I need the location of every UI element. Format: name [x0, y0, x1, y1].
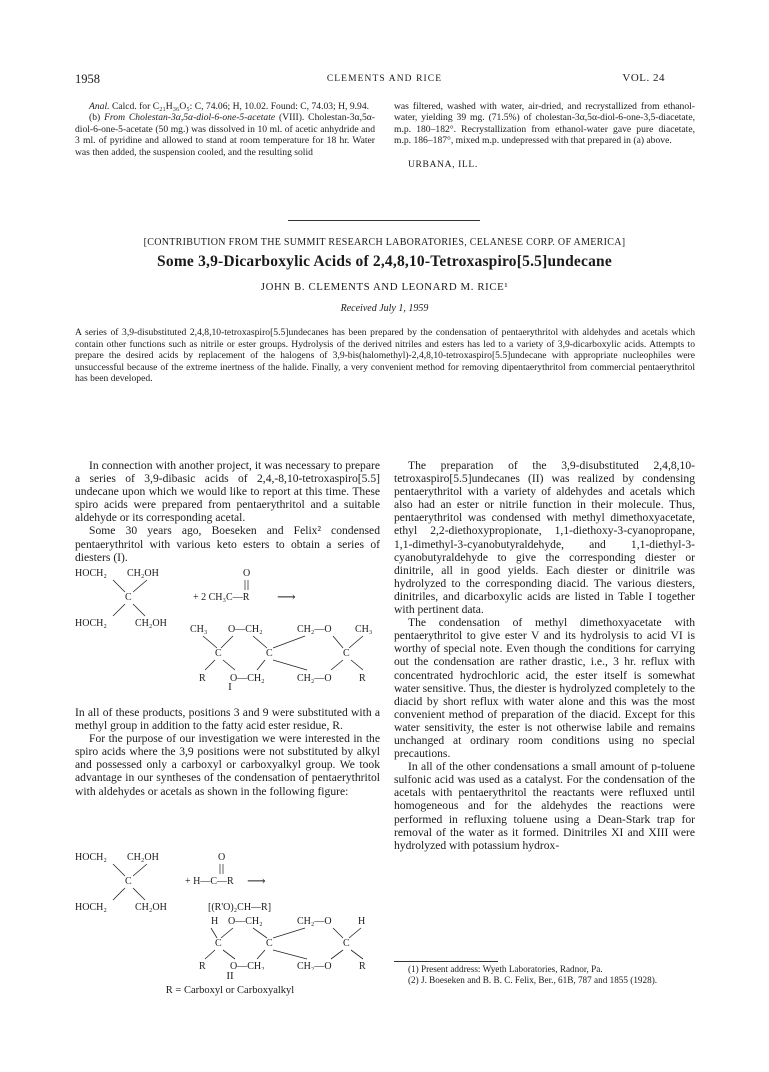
reaction-arrow: ⟶ [247, 873, 266, 888]
central-carbon: C [125, 592, 132, 603]
reactant-hoch2-bottom: HOCH₂ [75, 618, 107, 629]
paragraph: Some 30 years ago, Boeseken and Felix² condensed pentaerythritol with various keto esters to obtain a series of diesters (I). [75, 524, 380, 564]
keto-ester-reagent: + 2 CH₃C—R [193, 592, 250, 603]
paragraph: In all of the other condensations a small amount of p-toluene sulfonic acid was used as a catalyst. For the condensation of the acetals with pentaerythritol the reactants were refluxed until homogeneous and for the aldehydes the reactions were performed in refluxing toluene using a Dean-Stark trap for removal of the water as it formed. Dinitriles XI and XIII were hydrolyzed with potassium hydrox- [394, 760, 695, 852]
left-column-middle [75, 706, 380, 798]
anal-text: Calcd. for C₂₁H₃₆O₅: C, 74.06; H, 10.02. Found: C, 74.03; H, 9.94. [111, 101, 370, 112]
footnote-1: (1) Present address: Wyeth Laboratories, Radnor, Pa. [408, 964, 603, 974]
product-ch3-right: CH₃ [355, 624, 373, 635]
product-r-right: R [359, 961, 366, 970]
central-carbon: C [125, 876, 132, 887]
product-carbon-2: C [266, 938, 273, 949]
right-column [394, 459, 695, 852]
prev-article-right [394, 101, 695, 170]
prev-article-right-text: was filtered, washed with water, air-dried, and recrystallized from ethanol-water, yielding 39 mg. (71.5%) of cholestan-3α,5α-diol-6-one-3,5-diacetate, m.p. 180–182°. Recrystallization from ethanol-water gave pure diacetate, m.p. 186–187°, mixed m.p. undepressed with that prepared in (a) above. [394, 101, 695, 147]
product-r-left: R [199, 961, 206, 970]
compound-label-I: I [228, 681, 232, 693]
reaction-arrow: ⟶ [277, 589, 296, 604]
part-b-label: (b) [89, 112, 101, 124]
paragraph: The condensation of methyl dimethoxyacetate with pentaerythritol to give ester V and its hydrolysis to acid VI is worthy of special note. Even though the conditions for carrying out the condensation are rather drastic, i.e., 3 hr. reflux with concentrated hydrochloric acid, the ester itself is somewhat water sensitive. Thus, the diester is hydrolyzed completely to the diacid by short reflux with water alone and this was the most convenient method of preparation of the diacid. Except for this water sensitivity, the ester is not otherwise labile and remains unchanged at ordinary room conditions using no special precautions. [394, 616, 695, 761]
abstract: A series of 3,9-disubstituted 2,4,8,10-tetroxaspiro[5.5]undecanes has been prepared by the condensation of pentaerythritol with aldehydes and acetals which contain other functions such as nitrile or ester groups. Hydrolysis of the derived nitriles and esters has led to a variety of 3,9-dicarboxylic acids. Attempts to prepare the desired acids by replacement of the halogens of 3,9-bis(halomethyl)-2,4,8,10-tetroxaspiro[5.5]undecane with appropriate nucleophiles were unsuccessful because of the extreme inertness of the halide. Finally, a very convenient method for removing dipentaerythritol from commercial pentaerythritol has been developed. [75, 327, 695, 385]
prev-article-left [75, 101, 375, 158]
carbonyl-oxygen: O [218, 852, 226, 863]
product-o-ch2-top: O—CH₂ [228, 916, 263, 927]
reactant-ch2oh-bottom: CH₂OH [135, 902, 167, 913]
product-carbon-1: C [215, 938, 222, 949]
running-title: CLEMENTS AND RICE [326, 74, 443, 84]
authors: JOHN B. CLEMENTS AND LEONARD M. RICE¹ [260, 281, 509, 293]
paragraph: In connection with another project, it was necessary to prepare a series of 3,9-dibasic acids of 2,4,-8,10-tetroxaspiro[5.5] undecane upon which we would like to report at this time. These spiro acids were prepared from pentaerythritol and a suitable aldehyde or its corresponding acetal. [75, 459, 380, 525]
footnote-rule [394, 961, 498, 962]
reactant-hoch2-top: HOCH₂ [75, 852, 107, 863]
product-ch2-o-top: CH₂—O [297, 624, 332, 635]
footnotes [394, 964, 695, 986]
anal-label: Anal. [89, 101, 110, 112]
product-r-right: R [359, 673, 366, 684]
part-b-heading: From Cholestan-3α,5α-diol-6-one-5-acetate [104, 112, 276, 124]
reaction-scheme-1 [75, 564, 385, 684]
aldehyde-reagent: + H—C—R [185, 876, 234, 887]
reactant-ch2oh-top: CH₂OH [127, 852, 159, 863]
r-group-legend: R = Carboxyl or Carboxyalkyl [165, 985, 295, 996]
reactant-ch2oh-bottom: CH₂OH [135, 618, 167, 629]
product-o-ch2-bottom: O—CH₂ [230, 673, 265, 684]
product-r-left: R [199, 673, 206, 684]
acetal-alternative: [(R'O)₂CH—R] [208, 902, 272, 913]
product-carbon-3: C [343, 938, 350, 949]
page-number: 1958 [75, 72, 100, 86]
reactant-hoch2-bottom: HOCH₂ [75, 902, 107, 913]
compound-label-II: II [226, 970, 234, 982]
product-o-ch2-bottom: O—CH₂ [230, 961, 265, 970]
reaction-scheme-2 [75, 848, 385, 970]
paragraph: For the purpose of our investigation we were interested in the spiro acids where the 3,9 positions were not substituted by alkyl and possessed only a carboxyl or carboxyalkyl group. We took advantage in our syntheses of the condensation of pentaerythritol with aldehydes or acetals as shown in the following figure: [75, 732, 380, 798]
carbonyl-oxygen: O [243, 568, 251, 579]
product-ch2-o-bottom: CH₂—O [297, 961, 332, 970]
product-h-right: H [358, 916, 366, 927]
location-label: URBANA, ILL. [408, 158, 478, 170]
paragraph: In all of these products, positions 3 and 9 were substituted with a methyl group in addition to the fatty acid ester residue, R. [75, 706, 380, 733]
part-b-text: (VIII). Cholestan-3α,5α-diol-6-one-5-acetate (50 mg.) was dissolved in 10 ml. of acetic anhydride and 3 ml. of pyridine and allowed to stand at room temperature for 18 hr. Water was then added, the suspension cooled, and the resulting solid [75, 112, 375, 158]
received-date: Received July 1, 1959 [340, 303, 429, 314]
footnote-2: (2) J. Boeseken and B. B. C. Felix, Ber., 61B, 787 and 1855 (1928). [408, 975, 658, 985]
product-carbon-1: C [215, 648, 222, 659]
reactant-hoch2-top: HOCH₂ [75, 568, 107, 579]
product-carbon-2: C [266, 648, 273, 659]
product-ch2-o-top: CH₂—O [297, 916, 332, 927]
product-carbon-3: C [343, 648, 350, 659]
reactant-ch2oh-top: CH₂OH [127, 568, 159, 579]
separator-rule [288, 220, 480, 221]
article-title: Some 3,9-Dicarboxylic Acids of 2,4,8,10-Tetroxaspiro[5.5]undecane [157, 253, 612, 270]
volume-label: VOL. 24 [622, 72, 665, 84]
contribution-line: [CONTRIBUTION FROM THE SUMMIT RESEARCH LABORATORIES, CELANESE CORP. OF AMERICA] [143, 237, 626, 248]
left-column-top [75, 459, 380, 564]
product-h-left: H [211, 916, 219, 927]
paragraph: The preparation of the 3,9-disubstituted 2,4,8,10-tetroxaspiro[5.5]undecanes (II) was realized by condensing pentaerythritol with a variety of aldehydes and acetals which also had an ester or nitrile function in their molecule. Thus, pentaerythritol was condensed with methyl dimethoxyacetate, ethyl 2,2-diethoxypropionate, 1,1-diethoxy-3-cyanopropane, 1,1-dimethyl-3-cyanobutyraldehyde, and 1,1-diethyl-3-cyanobutyraldehyde to give the corresponding diester or dinitrile, all in good yields. Each diester or dinitrile was hydrolyzed to the corresponding diacid. The various diesters, dinitriles, and dicarboxylic acids are listed in Table I together with pertinent data. [394, 459, 695, 617]
product-o-ch2-top: O—CH₂ [228, 624, 263, 635]
product-ch3-left: CH₃ [190, 624, 208, 635]
product-ch2-o-bottom: CH₂—O [297, 673, 332, 684]
